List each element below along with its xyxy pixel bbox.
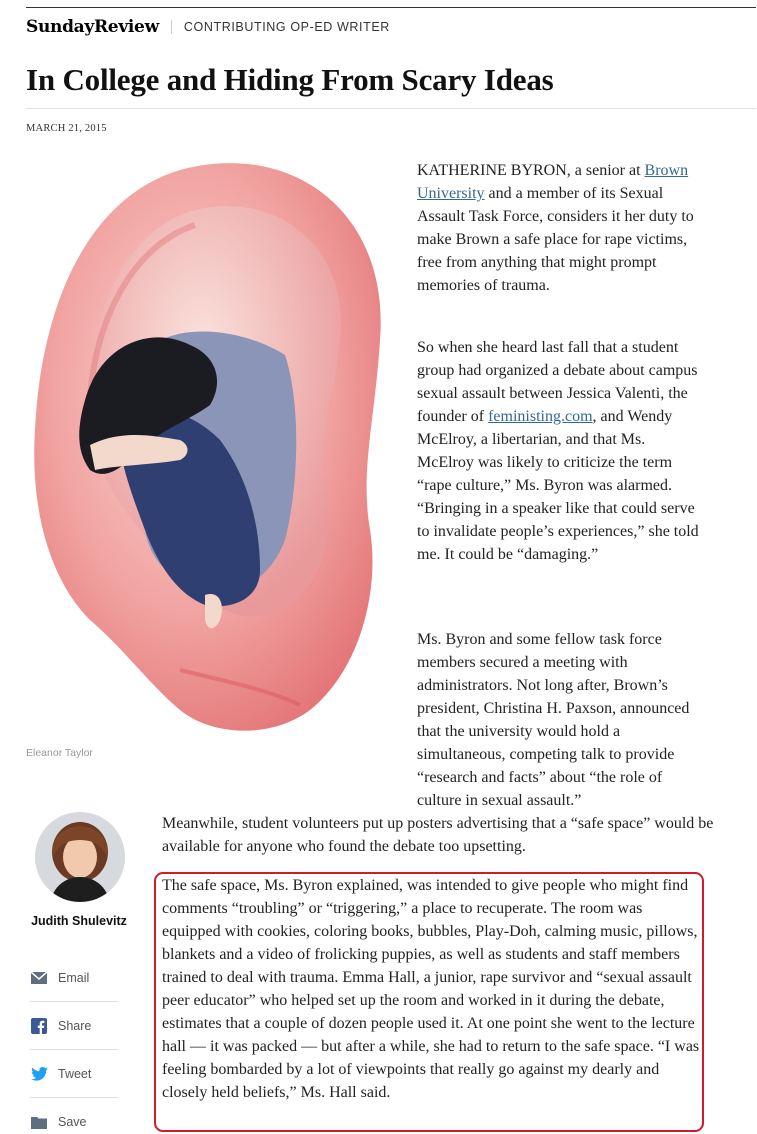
save-label: Save — [58, 1115, 87, 1129]
page-title: In College and Hiding From Scary Ideas — [26, 62, 554, 97]
masthead — [26, 14, 390, 40]
publish-date: MARCH 21, 2015 — [26, 123, 107, 134]
paragraph-2-rest: , and Wendy McElroy, a libertarian, and that Ms. McElroy was likely to criticize the term “rape culture,” Ms. Byron was alarmed. “Bringing in a speaker like that could serve to invalidate people’s experiences,” she told me. It could be “damaging.” — [417, 408, 699, 563]
author-name[interactable]: Judith Shulevitz — [31, 914, 127, 928]
ear-illustration-art — [30, 150, 410, 740]
paragraph-1-rest: and a member of its Sexual Assault Task Force, considers it her duty to make Brown a safe place for rape victims, free from anything that might prompt memories of trauma. — [417, 185, 694, 294]
share-facebook-button[interactable] — [30, 1002, 118, 1050]
folder-icon — [30, 1113, 48, 1131]
author-byline — [30, 812, 130, 928]
paragraph-1 — [417, 159, 702, 297]
feministing-link[interactable]: feministing.com — [488, 408, 593, 425]
tweet-label: Tweet — [58, 1066, 92, 1081]
brown-university-link[interactable]: Brown University — [417, 162, 689, 202]
share-label: Share — [58, 1018, 92, 1033]
paragraph-2-lead: So when she heard last fall that a student group had organized a debate about campus sexual assault between Jessica Valenti, the founder of — [417, 339, 698, 425]
kicker: CONTRIBUTING OP-ED WRITER — [183, 20, 390, 34]
twitter-icon — [30, 1065, 48, 1083]
masthead-divider — [171, 20, 172, 34]
headline-divider — [26, 108, 756, 109]
image-credit: Eleanor Taylor — [26, 747, 93, 759]
share-email-button[interactable] — [30, 954, 118, 1002]
email-label: Email — [58, 970, 90, 985]
paragraph-4: The safe space, Ms. Byron explained, was intended to give people who might find comments “troubling” or “triggering,” a place to recuperate. The room was equipped with cookies, coloring books, bubbles, Play-Doh, calming music, pillows, blankets and a video of frolicking puppies, as well as students and staff members trained to deal with trauma. Emma Hall, a junior, rape survivor and “sexual assault peer educator” who helped set up the room and worked in it during the debate, estimates that a couple of dozen people used it. At one point she went to the lecture hall — it was packed — but after a while, she had to return to the safe space. “I was feeling bombarded by a lot of viewpoints that really go against my dearly and closely held beliefs,” Ms. Hall said. — [162, 877, 700, 1101]
author-photo — [35, 812, 125, 902]
section-name[interactable]: SundayReview — [26, 17, 159, 37]
email-icon — [30, 969, 48, 987]
share-twitter-button[interactable] — [30, 1050, 118, 1098]
facebook-icon — [30, 1017, 48, 1035]
avatar[interactable] — [35, 812, 125, 902]
paragraph-3: Ms. Byron and some fellow task force members secured a meeting with administrators. Not long after, Brown’s president, Christina H. Paxson, announced that the university would hold a simultaneous, competing talk to provide “research and facts” about “the role of culture in sexual assault.” — [417, 631, 690, 809]
top-rule — [26, 7, 756, 8]
paragraph-2 — [417, 336, 702, 566]
paragraph-1-lead: KATHERINE BYRON, a senior at — [417, 162, 645, 179]
save-button[interactable] — [30, 1098, 118, 1134]
ear-illustration — [30, 150, 410, 740]
paragraph-3-continued: Meanwhile, student volunteers put up posters advertising that a “safe space” would be available for anyone who found the debate too upsetting. — [162, 815, 714, 855]
